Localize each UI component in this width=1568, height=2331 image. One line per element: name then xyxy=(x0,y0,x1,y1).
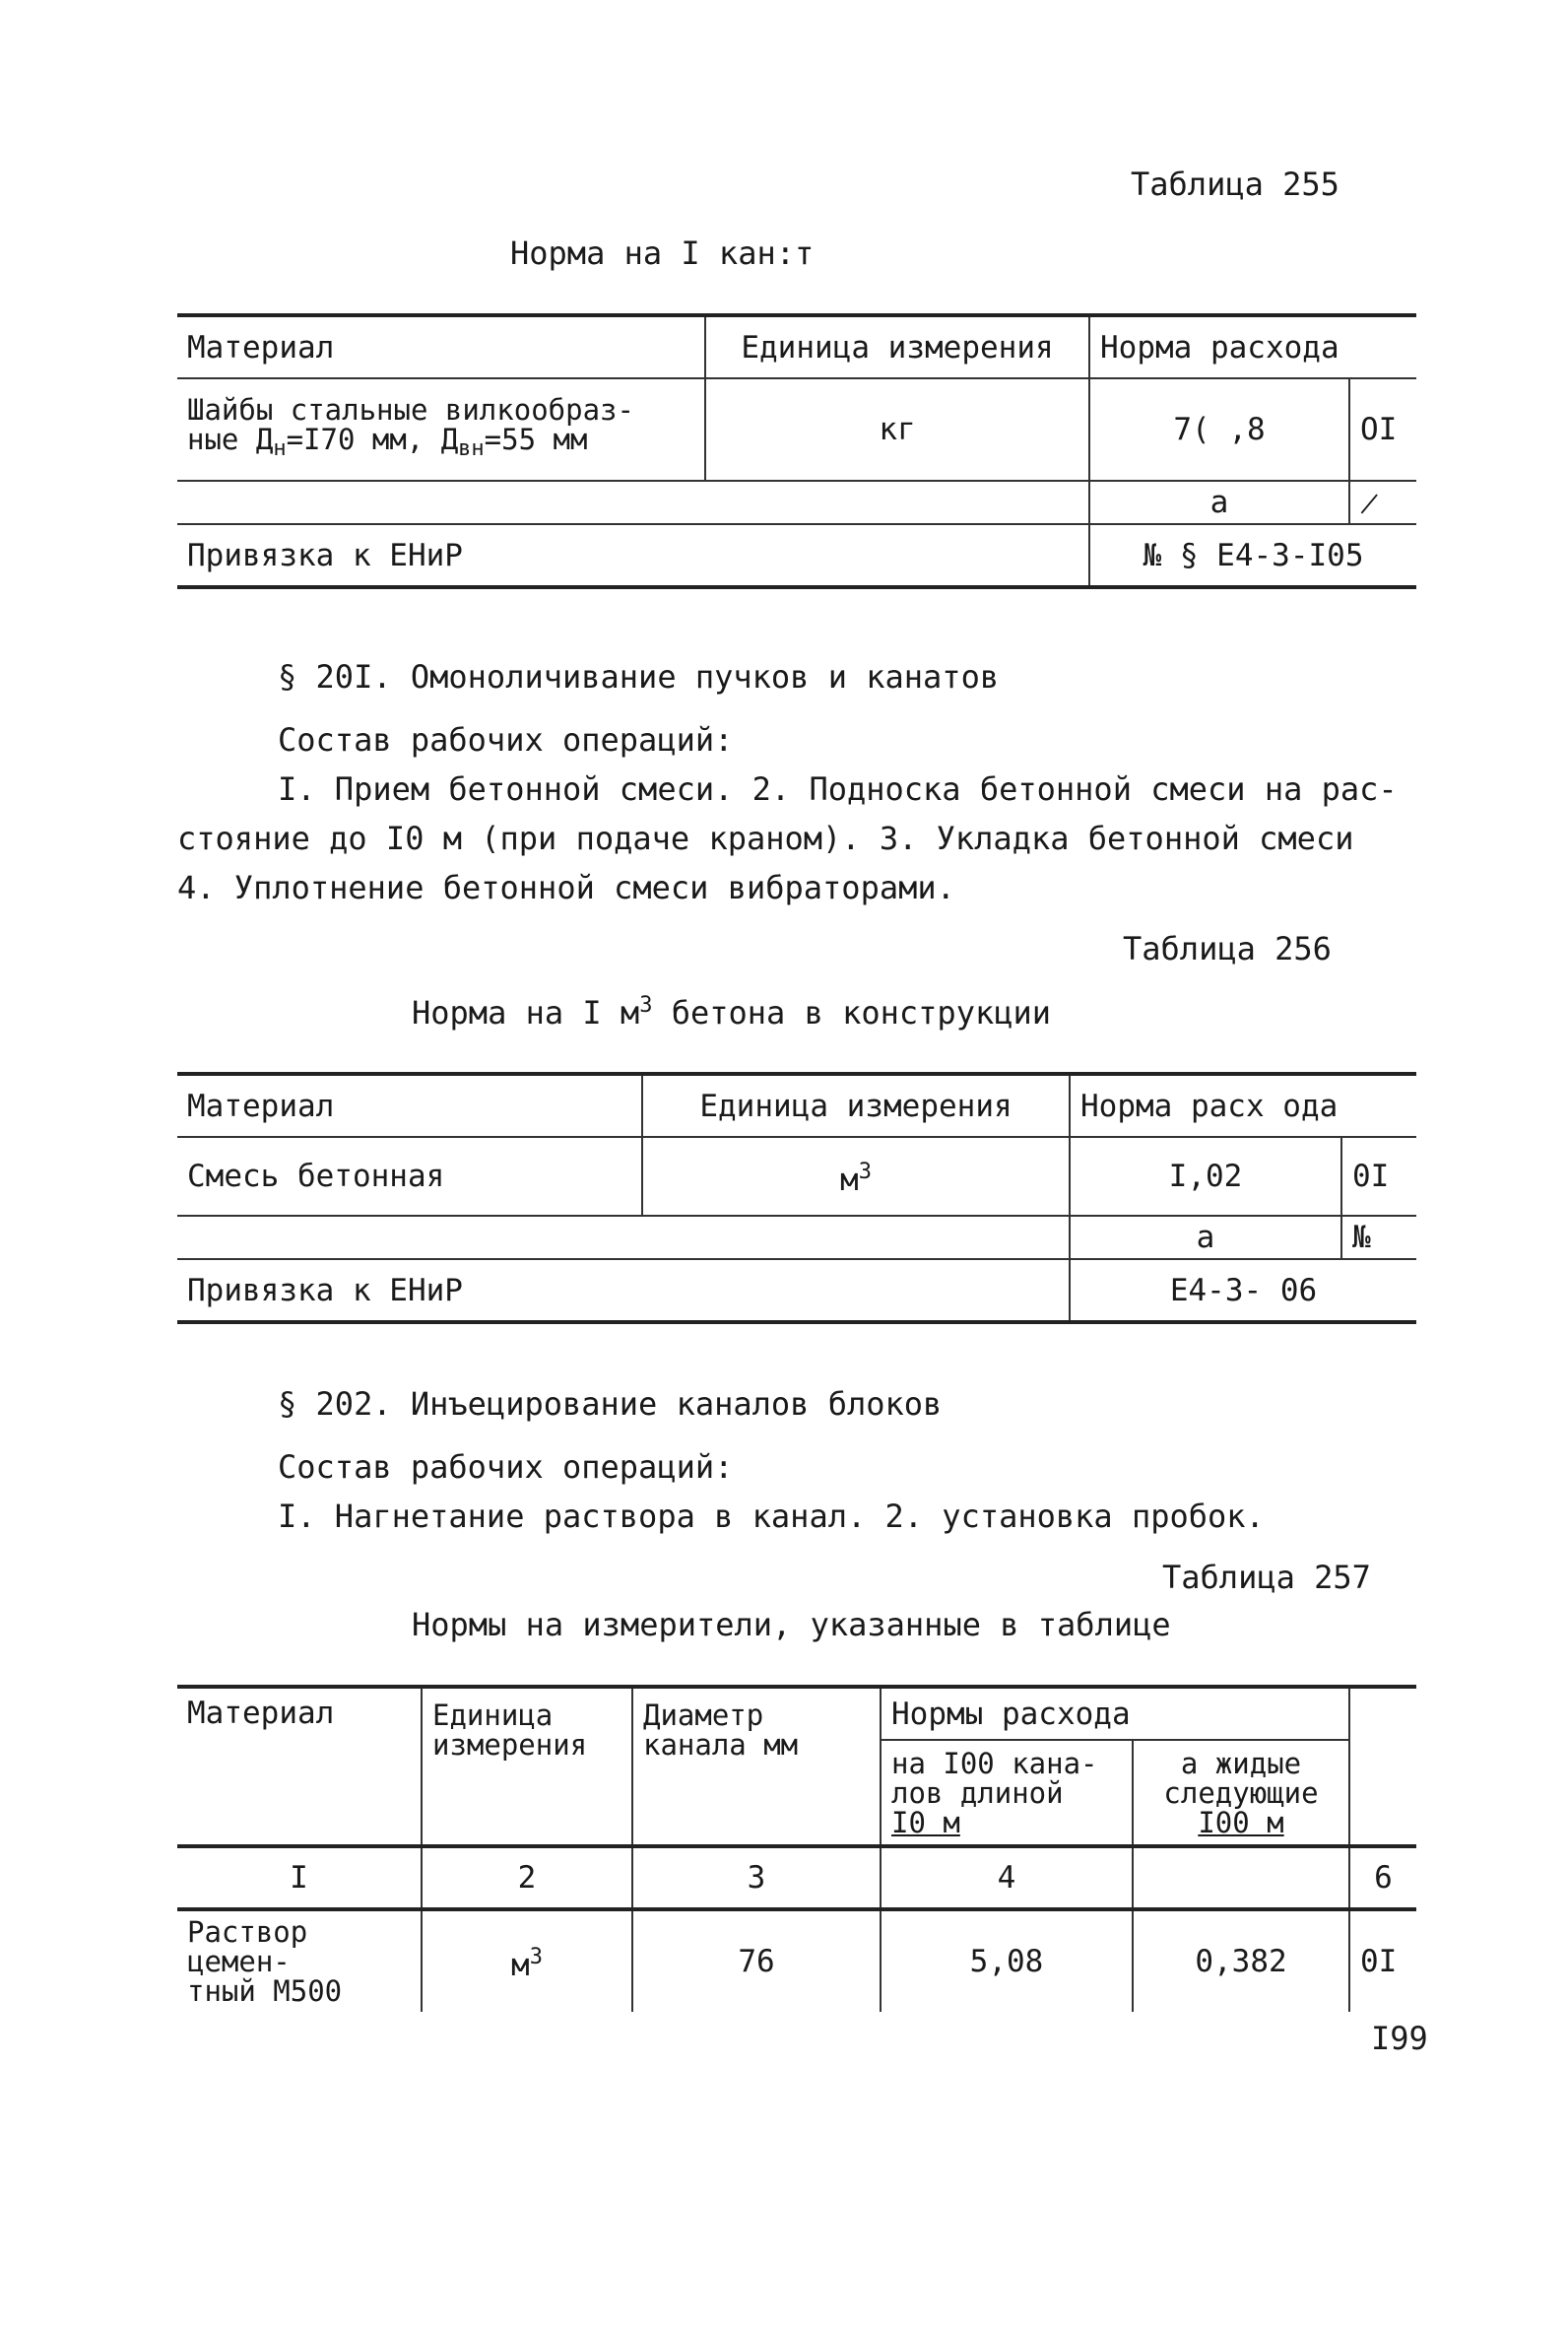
table-257-row-unit: $м^3$ xyxy=(422,1909,632,2012)
section-201-line1: I. Прием бетонной смеси. 2. Подноска бетонной смеси на рас- xyxy=(278,770,1398,808)
table-256-letter-code: № xyxy=(1341,1216,1416,1259)
page-number: I99 xyxy=(1371,2020,1428,2057)
table-256 xyxy=(177,1072,1416,1324)
section-201-line3: 4. Уплотнение бетонной смеси вибраторами. xyxy=(177,869,955,906)
table-257-colnum-4: 4 xyxy=(881,1846,1133,1909)
table-256-letter: а xyxy=(1070,1216,1341,1259)
section-201-line2: стояние до I0 м (при подаче краном). 3. Укладка бетонной смеси xyxy=(177,820,1354,857)
table-256-title: Норма на I $м^3$ бетона в конструкции xyxy=(412,993,1052,1032)
table-257-title: Нормы на измерители, указанные в таблице xyxy=(412,1606,1171,1643)
table-255-header-unit: Единица измерения xyxy=(705,315,1089,378)
table-257-colnum-1: I xyxy=(290,1860,308,1896)
table-257-row-each: 0,382 xyxy=(1133,1909,1349,2012)
table-255-letter-code: ̷ xyxy=(1349,481,1416,524)
table-257-row-per100: 5,08 xyxy=(881,1909,1133,2012)
table-257-header-unit: Единица измерения xyxy=(422,1687,632,1846)
table-257-header-each: а жидые следующие I00 м xyxy=(1133,1740,1349,1846)
table-255-header-norm: Норма расхода xyxy=(1089,315,1416,378)
table-257-colnum-5 xyxy=(1133,1846,1349,1909)
table-257-colnum-2: 2 xyxy=(422,1846,632,1909)
table-255-material-line1: Шайбы стальные вилкообраз- xyxy=(187,393,634,427)
table-256-unit: $м^3$ xyxy=(642,1137,1070,1216)
table-256-header-unit: Единица измерения xyxy=(642,1074,1070,1137)
table-257 xyxy=(177,1685,1416,2012)
table-256-number: Таблица 256 xyxy=(1123,930,1332,967)
table-256-material: Смесь бетонная xyxy=(187,1159,445,1194)
table-255-title: Норма на I кан:т xyxy=(510,234,815,272)
table-256-code: 0I xyxy=(1341,1137,1416,1216)
table-255-header-material: Материал xyxy=(187,329,335,366)
table-255-value: 7( ,8 xyxy=(1089,378,1349,481)
table-256-header-norm: Норма расх ода xyxy=(1070,1074,1416,1137)
table-255-code: OI xyxy=(1349,378,1416,481)
section-201-ops-title: Состав рабочих операций: xyxy=(278,721,734,759)
section-202-heading: § 202. Инъецирование каналов блоков xyxy=(278,1385,943,1423)
table-257-row-code: 0I xyxy=(1349,1909,1416,2012)
table-255-unit: кг xyxy=(705,378,1089,481)
section-202-line1: I. Нагнетание раствора в канал. 2. установка пробок. xyxy=(278,1498,1265,1535)
table-255-binding-value: № § Е4-3-I05 xyxy=(1089,524,1416,587)
table-256-header-material: Материал xyxy=(187,1088,335,1124)
table-255-binding-label: Привязка к ЕНиР xyxy=(187,537,463,573)
table-256-binding-value: Е4-3- 06 xyxy=(1070,1259,1416,1322)
table-257-header-material: Материал xyxy=(187,1696,335,1731)
table-257-header-norms: Нормы расхода xyxy=(881,1687,1349,1740)
table-257-colnum-3: 3 xyxy=(632,1846,881,1909)
table-256-binding-label: Привязка к ЕНиР xyxy=(187,1272,463,1308)
table-255-material-line2: ные $Д_н=I70$ мм, $Д_{вн}=55$ мм xyxy=(187,423,588,461)
table-257-header-diameter: Диаметр канала мм xyxy=(632,1687,881,1846)
table-257-row-diameter: 76 xyxy=(632,1909,881,2012)
table-255-letter: а xyxy=(1089,481,1349,524)
table-255-material-cell xyxy=(177,378,705,481)
table-257-row-material: Раствор цемен- тный М500 xyxy=(187,1915,343,2008)
section-202-ops-title: Состав рабочих операций: xyxy=(278,1448,734,1486)
table-255-number: Таблица 255 xyxy=(1131,166,1339,203)
table-257-number: Таблица 257 xyxy=(1162,1559,1371,1596)
table-257-colnum-6: 6 xyxy=(1349,1846,1416,1909)
table-256-value: I,02 xyxy=(1070,1137,1341,1216)
table-255 xyxy=(177,313,1416,589)
table-257-header-per100: на I00 кана- лов длиной I0 м xyxy=(881,1740,1133,1846)
section-201-heading: § 20I. Омоноличивание пучков и канатов xyxy=(278,658,1000,696)
